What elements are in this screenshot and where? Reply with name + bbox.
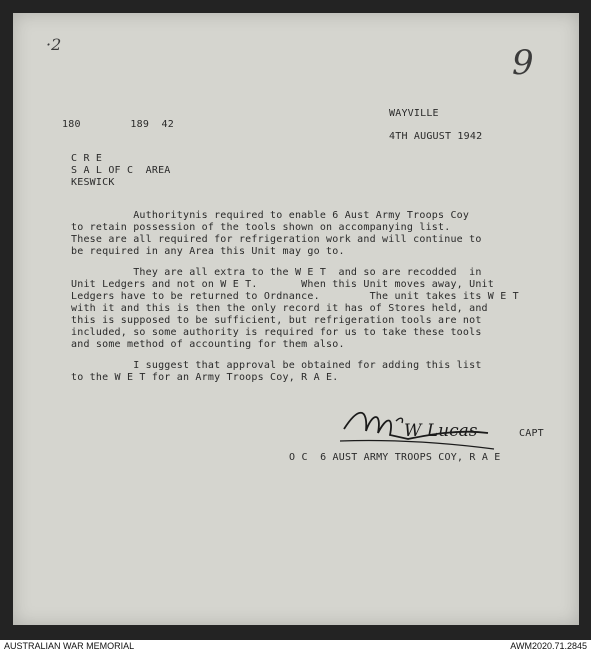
rank-line: CAPT [519,428,544,439]
institution-name: AUSTRALIAN WAR MEMORIAL [4,641,135,651]
body-line: and some method of accounting for them also. [71,339,345,350]
body-line: Authoritynis required to enable 6 Aust Army Troops Coy [71,210,470,221]
body-line: to the W E T for an Army Troops Coy, R A E. [71,372,339,383]
body-line: These are all required for refrigeration work and will continue to [71,234,482,245]
date-line: 4TH AUGUST 1942 [389,131,483,142]
signature [338,399,508,453]
body-line: Ledgers have to be returned to Ordnance. The unit takes its W E T [71,291,519,302]
body-line: Unit Ledgers and not on W E T. When this Unit moves away, Unit [71,279,494,290]
addressee-line: S A L OF C AREA [71,165,171,176]
reference-numbers: 180 189 42 [62,119,174,130]
body-line: They are all extra to the W E T and so are recodded in [71,267,482,278]
letter-page [13,13,579,625]
body-line: this is supposed to be sufficient, but refrigeration tools are not [71,315,482,326]
corner-mark: ·2 [46,35,62,54]
addressee-line: C R E [71,153,103,164]
body-line: be required in any Area this Unit may go to. [71,246,345,257]
accession-number: AWM2020.71.2845 [510,641,587,651]
signatory-title: O C 6 AUST ARMY TROOPS COY, R A E [289,452,501,463]
body-line: included, so some authority is required for us to take these tools [71,327,482,338]
place-line: WAYVILLE [389,108,439,119]
body-line: with it and this is then the only record it has of Stores held, and [71,303,488,314]
archive-footer [0,640,591,653]
addressee-line: KESWICK [71,177,115,188]
body-line: to retain possession of the tools shown on accompanying list. [71,222,451,233]
signature-text: W Lucas [404,421,478,441]
body-line: I suggest that approval be obtained for adding this list [71,360,482,371]
page-number: 9 [512,43,534,83]
